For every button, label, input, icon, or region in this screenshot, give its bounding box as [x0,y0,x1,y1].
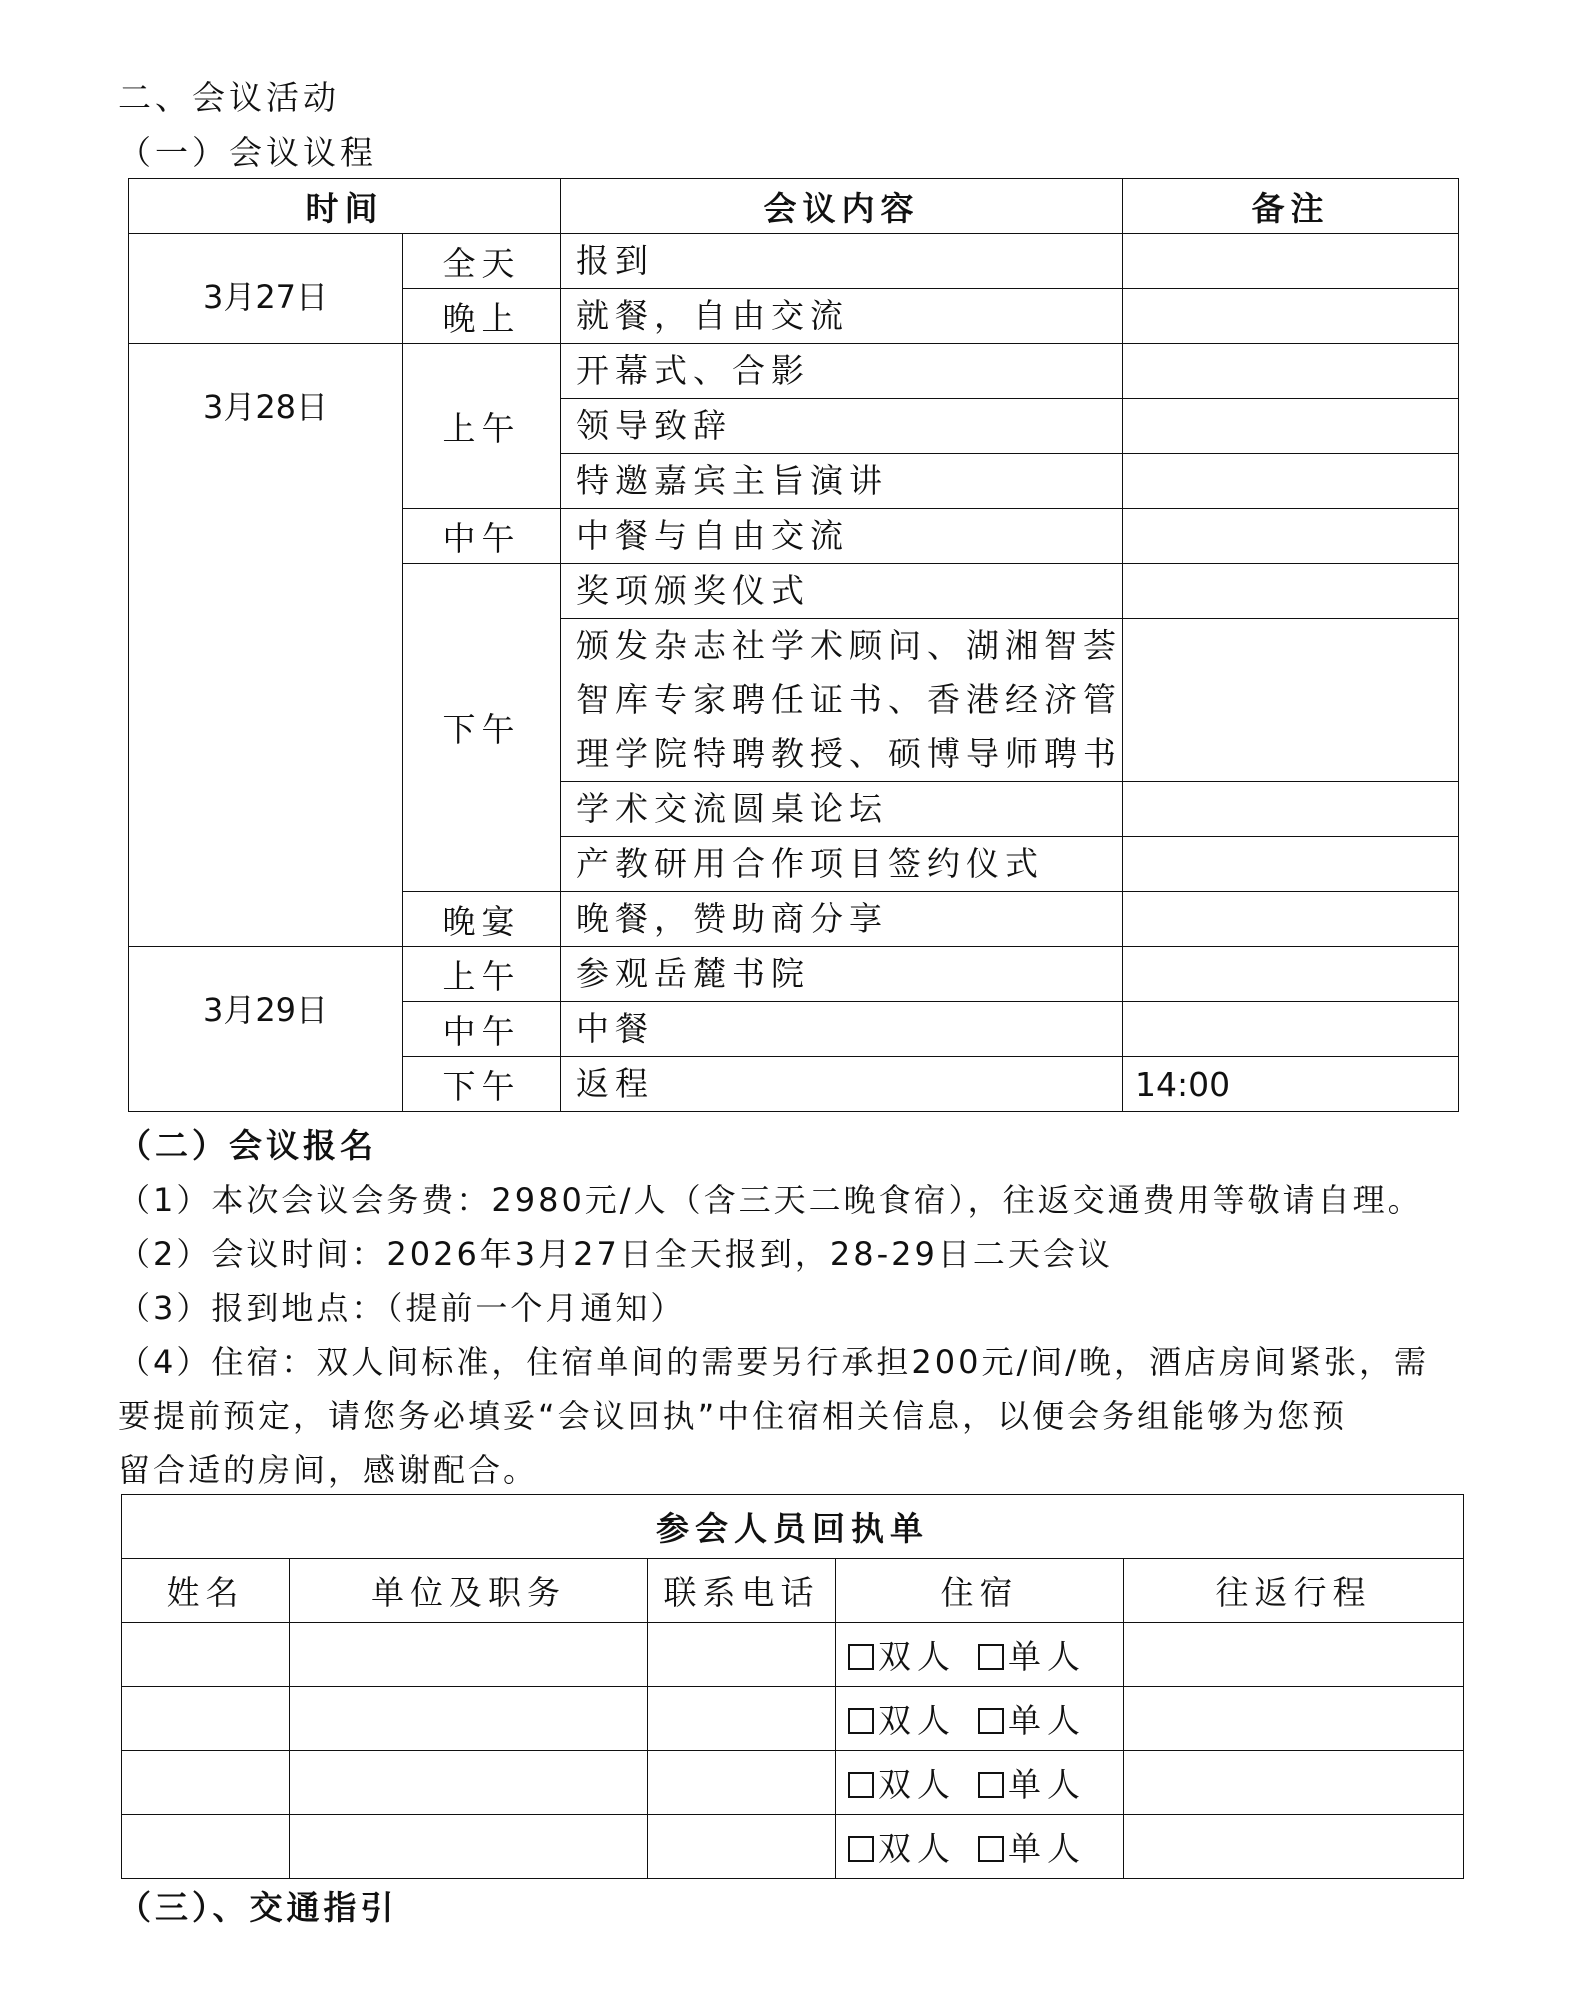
checkbox-icon[interactable] [848,1644,874,1670]
registration-item: （1）本次会议会务费：2980元/人（含三天二晚食宿），往返交通费用等敬请自理。 [118,1181,1423,1219]
trip-cell[interactable] [1124,1751,1464,1815]
registration-item: 要提前预定，请您务必填妥“会议回执”中住宿相关信息，以便会务组能够为您预 [118,1397,1348,1435]
receipt-row [122,1623,1464,1687]
agenda-period: 中午 [403,1002,561,1057]
agenda-note [1123,234,1459,289]
agenda-item: 领导致辞 [561,399,1123,454]
agenda-period: 上午 [403,947,561,1002]
single-room-label: 单人 [1008,1701,1086,1740]
agenda-row [129,947,1459,1002]
header-time: 时间 [129,179,561,234]
agenda-note [1123,399,1459,454]
trip-cell[interactable] [1124,1623,1464,1687]
agenda-item-line: 颁发杂志社学术顾问、湖湘智荟 [576,626,1122,665]
name-cell[interactable] [122,1751,290,1815]
agenda-item [561,619,1123,782]
checkbox-icon[interactable] [978,1708,1004,1734]
agenda-period: 晚宴 [403,892,561,947]
agenda-note [1123,454,1459,509]
agenda-row [129,234,1459,289]
receipt-table [121,1494,1464,1879]
single-room-option[interactable] [978,1637,1086,1676]
receipt-title: 参会人员回执单 [122,1495,1464,1559]
agenda-note [1123,892,1459,947]
double-room-label: 双人 [878,1765,956,1804]
agenda-note: 14:00 [1123,1057,1459,1112]
lodging-cell [836,1687,1124,1751]
trip-cell[interactable] [1124,1687,1464,1751]
name-cell[interactable] [122,1687,290,1751]
single-room-label: 单人 [1008,1765,1086,1804]
agenda-item: 返程 [561,1057,1123,1112]
agenda-row [129,344,1459,399]
single-room-label: 单人 [1008,1637,1086,1676]
org-cell[interactable] [290,1623,648,1687]
lodging-cell [836,1623,1124,1687]
agenda-item: 开幕式、合影 [561,344,1123,399]
agenda-item: 奖项颁奖仪式 [561,564,1123,619]
agenda-item: 晚餐，赞助商分享 [561,892,1123,947]
agenda-item-line: 智库专家聘任证书、香港经济管 [576,680,1122,719]
trip-cell[interactable] [1124,1815,1464,1879]
agenda-note [1123,564,1459,619]
double-room-option[interactable] [848,1637,956,1676]
agenda-period: 下午 [403,1057,561,1112]
agenda-period: 中午 [403,509,561,564]
registration-item: （3）报到地点：（提前一个月通知） [118,1289,686,1327]
agenda-note [1123,837,1459,892]
section-title: 二、会议活动 [118,78,340,117]
registration-heading: （二）会议报名 [118,1126,377,1165]
registration-item: 留合适的房间，感谢配合。 [118,1451,539,1489]
agenda-note [1123,344,1459,399]
name-cell[interactable] [122,1623,290,1687]
single-room-option[interactable] [978,1829,1086,1868]
agenda-item: 中餐与自由交流 [561,509,1123,564]
single-room-option[interactable] [978,1701,1086,1740]
traffic-heading: （三）、交通指引 [118,1888,398,1927]
checkbox-icon[interactable] [848,1772,874,1798]
header-note: 备注 [1123,179,1459,234]
double-room-label: 双人 [878,1829,956,1868]
agenda-note [1123,289,1459,344]
agenda-item: 就餐，自由交流 [561,289,1123,344]
single-room-label: 单人 [1008,1829,1086,1868]
double-room-option[interactable] [848,1829,956,1868]
agenda-item: 特邀嘉宾主旨演讲 [561,454,1123,509]
agenda-item-line: 理学院特聘教授、硕博导师聘书 [576,734,1122,773]
agenda-note [1123,947,1459,1002]
double-room-option[interactable] [848,1701,956,1740]
receipt-row [122,1751,1464,1815]
agenda-table [128,178,1459,1112]
agenda-item: 中餐 [561,1002,1123,1057]
org-cell[interactable] [290,1815,648,1879]
header-lodging: 住宿 [836,1559,1124,1623]
agenda-item: 产教研用合作项目签约仪式 [561,837,1123,892]
checkbox-icon[interactable] [978,1772,1004,1798]
agenda-period: 下午 [403,564,561,892]
phone-cell[interactable] [648,1623,836,1687]
header-org: 单位及职务 [290,1559,648,1623]
agenda-header-row [129,179,1459,234]
phone-cell[interactable] [648,1751,836,1815]
header-content: 会议内容 [561,179,1123,234]
header-phone: 联系电话 [648,1559,836,1623]
org-cell[interactable] [290,1687,648,1751]
name-cell[interactable] [122,1815,290,1879]
checkbox-icon[interactable] [848,1708,874,1734]
checkbox-icon[interactable] [978,1836,1004,1862]
phone-cell[interactable] [648,1815,836,1879]
registration-item: （2）会议时间：2026年3月27日全天报到，28-29日二天会议 [118,1235,1113,1273]
checkbox-icon[interactable] [978,1644,1004,1670]
agenda-item: 学术交流圆桌论坛 [561,782,1123,837]
double-room-option[interactable] [848,1765,956,1804]
agenda-note [1123,782,1459,837]
agenda-date: 3月27日 [129,234,403,344]
agenda-item: 报到 [561,234,1123,289]
receipt-row [122,1687,1464,1751]
lodging-cell [836,1815,1124,1879]
agenda-period: 全天 [403,234,561,289]
lodging-cell [836,1751,1124,1815]
header-name: 姓名 [122,1559,290,1623]
org-cell[interactable] [290,1751,648,1815]
single-room-option[interactable] [978,1765,1086,1804]
double-room-label: 双人 [878,1701,956,1740]
agenda-note [1123,619,1459,782]
double-room-label: 双人 [878,1637,956,1676]
receipt-row [122,1815,1464,1879]
agenda-note [1123,509,1459,564]
checkbox-icon[interactable] [848,1836,874,1862]
agenda-note [1123,1002,1459,1057]
agenda-date: 3月28日 [129,344,403,947]
agenda-period: 晚上 [403,289,561,344]
agenda-item: 参观岳麓书院 [561,947,1123,1002]
header-trip: 往返行程 [1124,1559,1464,1623]
agenda-heading: （一）会议议程 [118,133,377,172]
agenda-date: 3月29日 [129,947,403,1112]
phone-cell[interactable] [648,1687,836,1751]
registration-item: （4）住宿：双人间标准，住宿单间的需要另行承担200元/间/晚，酒店房间紧张，需 [118,1343,1430,1381]
agenda-period: 上午 [403,344,561,509]
